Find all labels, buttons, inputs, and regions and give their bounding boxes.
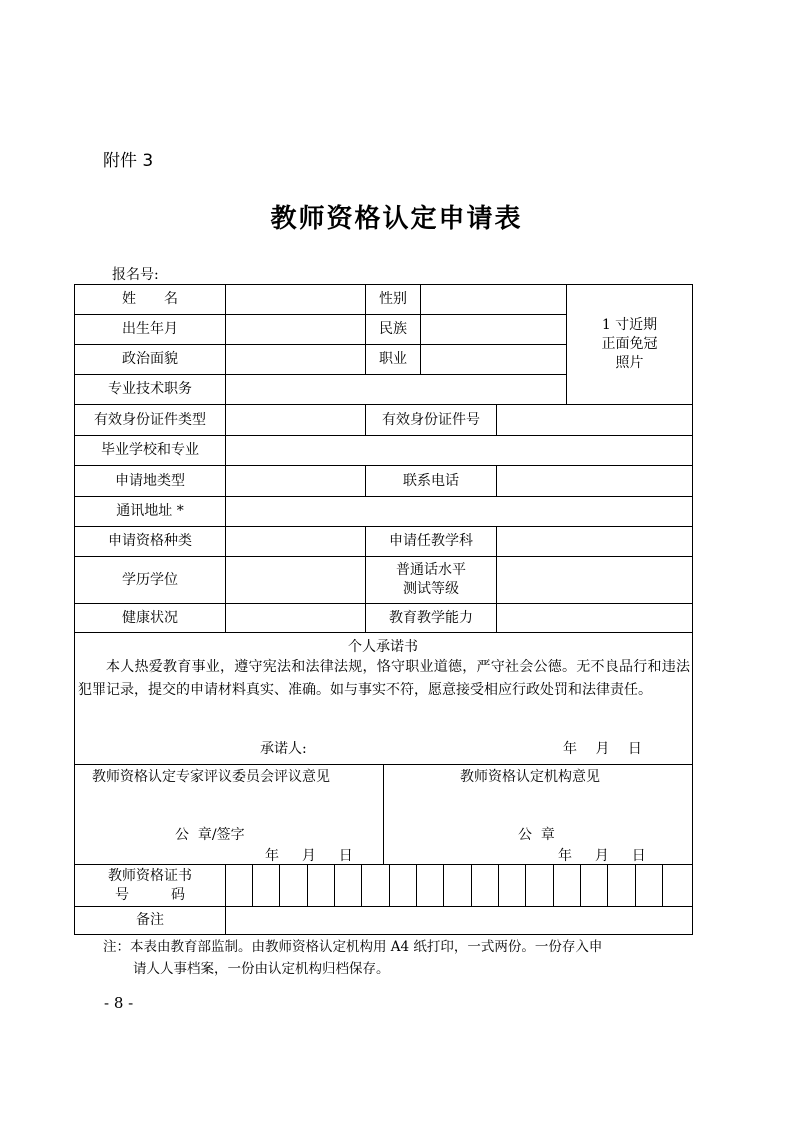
footnote-line: 注：本表由教育部监制。由教师资格认定机构用 A4 纸打印，一式两份。一份存入申 xyxy=(103,939,603,955)
agency-seal-label: 公 章 xyxy=(518,827,555,843)
cert-number-line: 号 码 xyxy=(115,886,185,903)
cert-box-divider xyxy=(662,864,663,906)
footnote-line: 请人人事档案，一份由认定机构归档保存。 xyxy=(133,961,390,977)
cert-box-divider xyxy=(607,864,608,906)
label-education: 学历学位 xyxy=(122,571,178,588)
border-bottom xyxy=(74,934,693,935)
cert-box-divider xyxy=(580,864,581,906)
rule xyxy=(420,284,421,374)
pledge-date: 年 月 日 xyxy=(563,741,642,757)
cert-box-divider xyxy=(471,864,472,906)
rule xyxy=(496,465,497,496)
cert-number-label xyxy=(75,865,225,906)
mandarin-line: 测试等级 xyxy=(403,581,459,597)
cert-box-divider xyxy=(389,864,390,906)
cert-box-divider xyxy=(416,864,417,906)
label-id-type: 有效身份证件类型 xyxy=(94,411,206,428)
mandarin-line: 普通话水平 xyxy=(396,562,466,578)
page-number: - 8 - xyxy=(104,994,134,1012)
pledge-body: 本人热爱教育事业，遵守宪法和法律法规，恪守职业道德，严守社会公德。无不良品行和违法犯罪记录，提交的申请材料真实、准确。如与事实不符，愿意接受相应行政处罚和法律责任。 xyxy=(78,659,690,698)
form-title: 教师资格认定申请表 xyxy=(270,204,523,234)
expert-seal-label: 公 章/签字 xyxy=(175,827,245,843)
rule xyxy=(496,404,497,435)
cert-box-divider xyxy=(525,864,526,906)
rule xyxy=(383,764,384,864)
registration-number-label: 报名号: xyxy=(112,267,159,283)
cert-box-divider xyxy=(635,864,636,906)
border-right xyxy=(692,284,693,935)
expert-date-label: 年 月 日 xyxy=(265,848,353,864)
label-id-number: 有效身份证件号 xyxy=(382,411,480,428)
label-name: 姓 名 xyxy=(122,291,178,307)
label-subject: 申请任教学科 xyxy=(389,533,473,549)
cert-box-divider xyxy=(498,864,499,906)
label-teaching-ability: 教育教学能力 xyxy=(389,609,473,626)
label-political: 政治面貌 xyxy=(122,351,178,367)
label-apply-place-type: 申请地类型 xyxy=(115,472,185,489)
cert-box-divider xyxy=(334,864,335,906)
photo-line: 1 寸近期 xyxy=(601,317,658,333)
label-cert-type: 申请资格种类 xyxy=(108,533,192,549)
rule xyxy=(496,526,497,632)
photo-box xyxy=(567,285,692,404)
rule xyxy=(74,632,693,633)
cert-number-line: 教师资格证书 xyxy=(108,867,192,884)
pledge-signer: 承诺人: xyxy=(260,741,307,757)
photo-line: 正面免冠 xyxy=(601,336,658,352)
cert-box-divider xyxy=(443,864,444,906)
rule xyxy=(225,864,226,935)
cert-box-divider xyxy=(553,864,554,906)
label-phone: 联系电话 xyxy=(403,472,459,489)
remarks-label: 备注 xyxy=(136,912,164,928)
cert-box-divider xyxy=(279,864,280,906)
label-health: 健康状况 xyxy=(122,609,178,626)
expert-opinion-label: 教师资格认定专家评议委员会评议意见 xyxy=(92,769,330,785)
cert-box-divider xyxy=(361,864,362,906)
label-ethnicity: 民族 xyxy=(379,321,407,337)
label-school-major: 毕业学校和专业 xyxy=(101,442,199,458)
agency-opinion-label: 教师资格认定机构意见 xyxy=(460,769,600,785)
attachment-label: 附件 3 xyxy=(103,151,154,171)
label-gender: 性别 xyxy=(379,291,407,307)
label-title-rank: 专业技术职务 xyxy=(108,381,192,397)
agency-date-label: 年 月 日 xyxy=(558,848,646,864)
rule xyxy=(225,284,226,632)
cert-box-divider xyxy=(252,864,253,906)
label-occupation: 职业 xyxy=(379,351,407,367)
label-mandarin xyxy=(366,557,496,603)
label-birth: 出生年月 xyxy=(122,321,178,337)
photo-line: 照片 xyxy=(615,355,644,371)
pledge-title: 个人承诺书 xyxy=(348,639,418,655)
cert-box-divider xyxy=(307,864,308,906)
label-address: 通讯地址 * xyxy=(116,503,184,519)
footnote xyxy=(103,936,693,980)
